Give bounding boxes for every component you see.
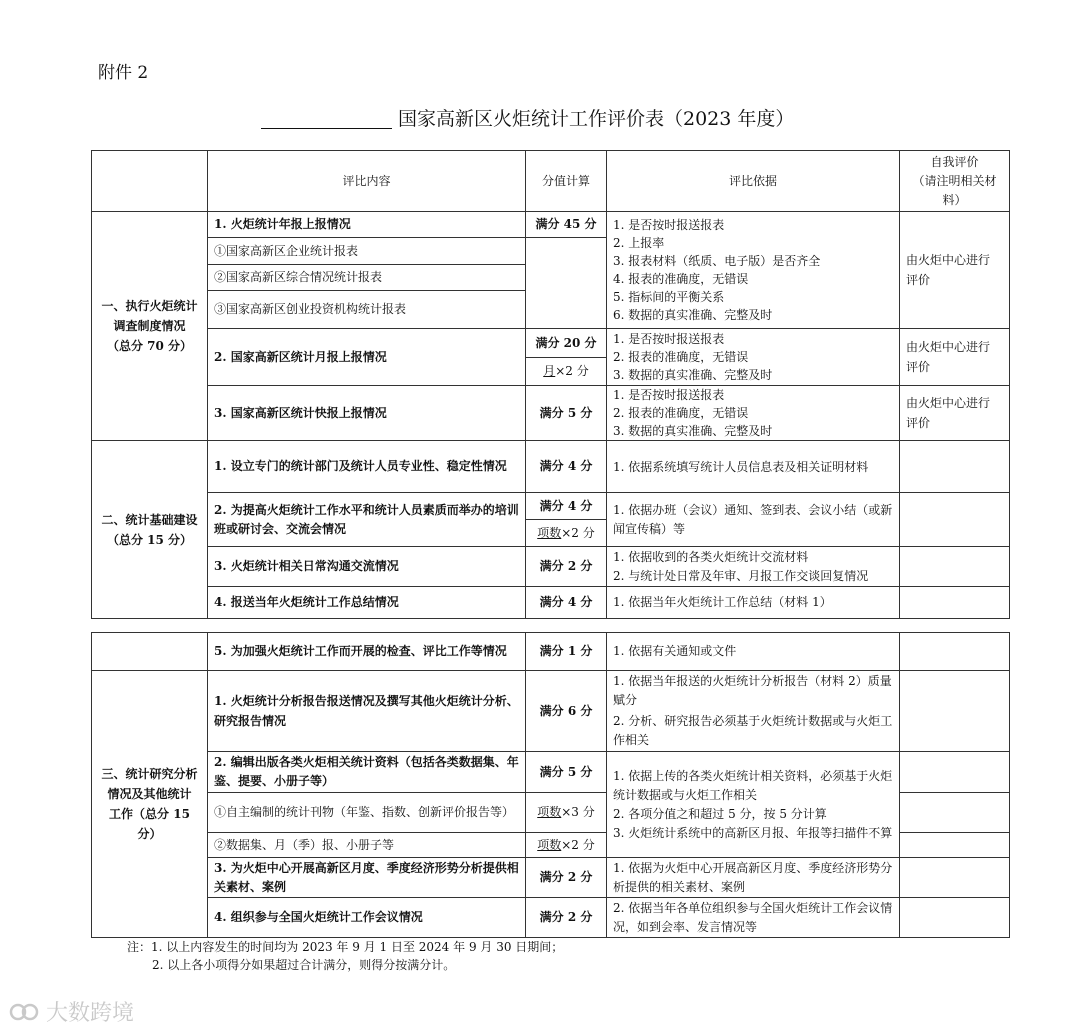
self-inspection	[900, 633, 1010, 671]
score-annual-summary: 满分 4 分	[526, 587, 607, 619]
header-basis: 评比依据	[607, 151, 900, 212]
calc-datasets-rest: ×2 分	[561, 837, 595, 852]
calc-self-compiled-rest: ×3 分	[561, 805, 595, 819]
calc-self-compiled-unit: 项数	[537, 805, 562, 819]
item-analysis-report: 1. 火炬统计分析报告报送情况及撰写其他火炬统计分析、研究报告情况	[208, 671, 526, 752]
item-national-meeting: 4. 组织参与全国火炬统计工作会议情况	[208, 898, 526, 938]
watermark	[8, 996, 134, 1027]
calc-self-compiled	[526, 793, 607, 833]
footnotes	[127, 938, 563, 974]
basis-annual-report: 1. 是否按时报送报表 2. 上报率 3. 报表材料（纸质、电子版）是否齐全 4. 报表的准确度，无错误 5. 指标间的平衡关系 6. 数据的真实准确、完整及时	[607, 212, 900, 329]
calc-datasets	[526, 833, 607, 858]
category-3: 三、统计研究分析 情况及其他统计 工作（总分 15 分）	[92, 671, 208, 938]
category-2-cont	[92, 633, 208, 671]
self-annual-report: 由火炬中心进行 评价	[900, 212, 1010, 329]
basis-national-meeting: 2. 依据当年各单位组织参与全国火炬统计工作会议情况，如到会率、发言情况等	[607, 898, 900, 938]
self-communication	[900, 547, 1010, 587]
category-2: 二、统计基础建设 （总分 15 分）	[92, 441, 208, 619]
sub-comprehensive-report: ②国家高新区综合情况统计报表	[208, 265, 526, 291]
calc-monthly-unit: 月	[543, 364, 556, 378]
score-national-meeting: 满分 2 分	[526, 898, 607, 938]
self-self-compiled	[900, 793, 1010, 833]
attachment-label: 附件 2	[98, 63, 149, 83]
basis-training: 1. 依据办班（会议）通知、签到表、会议小结（或新闻宣传稿）等	[607, 493, 900, 547]
watermark-logo-icon	[8, 1000, 40, 1024]
header-score: 分值计算	[526, 151, 607, 212]
category-1: 一、执行火炬统计 调查制度情况 （总分 70 分）	[92, 212, 208, 441]
item-flash-report: 3. 国家高新区统计快报上报情况	[208, 386, 526, 441]
item-economic-analysis: 3. 为火炬中心开展高新区月度、季度经济形势分析提供相关素材、案例	[208, 858, 526, 898]
score-analysis-report: 满分 6 分	[526, 671, 607, 752]
calc-training-unit: 项数	[537, 525, 562, 540]
self-flash-report: 由火炬中心进行 评价	[900, 386, 1010, 441]
sub-venture-report: ③国家高新区创业投资机构统计报表	[208, 291, 526, 329]
score-monthly-report: 满分 20 分	[526, 329, 607, 358]
score-inspection: 满分 1 分	[526, 633, 607, 671]
score-training: 满分 4 分	[526, 493, 607, 520]
basis-annual-summary: 1. 依据当年火炬统计工作总结（材料 1）	[607, 587, 900, 619]
basis-economic-analysis: 1. 依据为火炬中心开展高新区月度、季度经济形势分析提供的相关素材、案例	[607, 858, 900, 898]
item-monthly-report: 2. 国家高新区统计月报上报情况	[208, 329, 526, 386]
page-title: 国家高新区火炬统计工作评价表（2023 年度）	[398, 108, 795, 130]
item-publications: 2. 编辑出版各类火炬相关统计资料（包括各类数据集、年鉴、提要、小册子等）	[208, 752, 526, 793]
self-analysis-report	[900, 671, 1010, 752]
self-monthly-report: 由火炬中心进行 评价	[900, 329, 1010, 386]
item-inspection: 5. 为加强火炬统计工作而开展的检查、评比工作等情况	[208, 633, 526, 671]
score-annual-report-blank	[526, 238, 607, 329]
header-self-eval: 自我评价 （请注明相关材料）	[900, 151, 1010, 212]
basis-inspection: 1. 依据有关通知或文件	[607, 633, 900, 671]
basis-stat-dept: 1. 依据系统填写统计人员信息表及相关证明材料	[607, 441, 900, 493]
self-national-meeting	[900, 898, 1010, 938]
footnote-2: 2. 以上各小项得分如果超过合计满分，则得分按满分计。	[152, 958, 456, 972]
title-blank-line	[261, 128, 392, 129]
self-publications	[900, 752, 1010, 793]
basis-communication: 1. 依据收到的各类火炬统计交流材料 2. 与统计处日常及年审、月报工作交谈回复情况	[607, 547, 900, 587]
self-economic-analysis	[900, 858, 1010, 898]
score-economic-analysis: 满分 2 分	[526, 858, 607, 898]
score-stat-dept: 满分 4 分	[526, 441, 607, 493]
evaluation-table-part2	[91, 632, 1010, 938]
footnote-1: 注：1. 以上内容发生的时间均为 2023 年 9 月 1 日至 2024 年 9 月 30 日期间；	[127, 940, 564, 954]
calc-training-rest: ×2 分	[561, 525, 595, 540]
sub-self-compiled: ①自主编制的统计刊物（年鉴、指数、创新评价报告等）	[208, 793, 526, 833]
basis-publications: 1. 依据上传的各类火炬统计相关资料，必须基于火炬统计数据或与火炬工作相关 2. 各项分值之和超过 5 分，按 5 分计算 3. 火炬统计系统中的高新区月报、年报等扫描件不算	[607, 752, 900, 858]
calc-monthly	[526, 358, 607, 386]
self-stat-dept	[900, 441, 1010, 493]
score-annual-report: 满分 45 分	[526, 212, 607, 238]
sub-datasets: ②数据集、月（季）报、小册子等	[208, 833, 526, 858]
item-annual-report: 1. 火炬统计年报上报情况	[208, 212, 526, 238]
basis-analysis-2: 2. 分析、研究报告必须基于火炬统计数据或与火炬工作相关	[613, 714, 893, 747]
watermark-text: 大数跨境	[46, 1001, 135, 1026]
calc-datasets-unit: 项数	[537, 837, 562, 852]
basis-monthly-report: 1. 是否按时报送报表 2. 报表的准确度，无错误 3. 数据的真实准确、完整及时	[607, 329, 900, 386]
self-annual-summary	[900, 587, 1010, 619]
score-publications: 满分 5 分	[526, 752, 607, 793]
item-training: 2. 为提高火炬统计工作水平和统计人员素质而举办的培训班或研讨会、交流会情况	[208, 493, 526, 547]
header-content: 评比内容	[208, 151, 526, 212]
basis-flash-report: 1. 是否按时报送报表 2. 报表的准确度，无错误 3. 数据的真实准确、完整及时	[607, 386, 900, 441]
self-datasets	[900, 833, 1010, 858]
basis-analysis-1: 1. 依据当年报送的火炬统计分析报告（材料 2）质量赋分	[613, 674, 892, 707]
score-communication: 满分 2 分	[526, 547, 607, 587]
item-communication: 3. 火炬统计相关日常沟通交流情况	[208, 547, 526, 587]
score-flash-report: 满分 5 分	[526, 386, 607, 441]
self-training	[900, 493, 1010, 547]
basis-analysis-report	[607, 671, 900, 752]
calc-monthly-rest: ×2 分	[555, 364, 589, 378]
calc-training	[526, 520, 607, 547]
header-blank	[92, 151, 208, 212]
sub-enterprise-report: ①国家高新区企业统计报表	[208, 238, 526, 265]
item-annual-summary: 4. 报送当年火炬统计工作总结情况	[208, 587, 526, 619]
item-stat-dept: 1. 设立专门的统计部门及统计人员专业性、稳定性情况	[208, 441, 526, 493]
evaluation-table-part1	[91, 150, 1010, 619]
